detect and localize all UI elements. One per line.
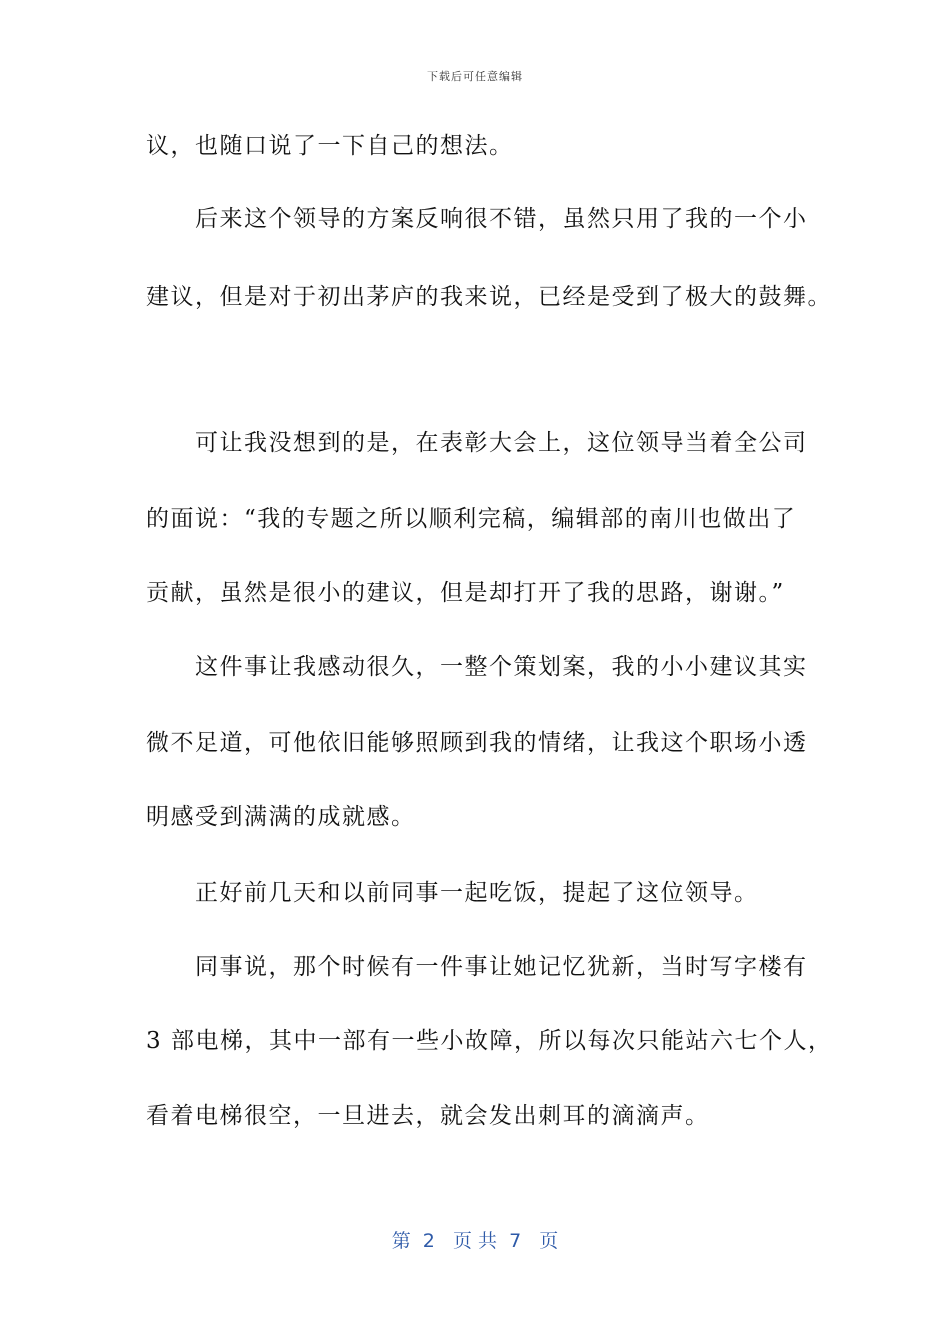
body-line: 同事说，那个时候有一件事让她记忆犹新，当时写字楼有 [146,954,808,980]
page-number-footer: 第 2 页 共 7 页 [391,1230,559,1252]
body-line: 明感受到满满的成就感。 [146,804,416,830]
body-line: 建议，但是对于初出茅庐的我来说，已经是受到了极大的鼓舞。 [146,284,832,310]
body-line: 正好前几天和以前同事一起吃饭，提起了这位领导。 [146,880,759,906]
body-line: 贡献，虽然是很小的建议，但是却打开了我的思路，谢谢。” [146,580,785,606]
body-line: 后来这个领导的方案反响很不错，虽然只用了我的一个小 [146,206,808,232]
body-line: 议，也随口说了一下自己的想法。 [146,133,514,159]
body-line: 的面说：“我的专题之所以顺利完稿，编辑部的南川也做出了 [146,506,797,532]
body-line: 看着电梯很空，一旦进去，就会发出刺耳的滴滴声。 [146,1103,710,1129]
body-line: 可让我没想到的是，在表彰大会上，这位领导当着全公司 [146,430,808,456]
body-line: 3 部电梯，其中一部有一些小故障，所以每次只能站六七个人， [146,1028,833,1054]
body-line: 这件事让我感动很久，一整个策划案，我的小小建议其实 [146,654,808,680]
body-line: 微不足道，可他依旧能够照顾到我的情绪，让我这个职场小透 [146,730,808,756]
header-note: 下载后可任意编辑 [427,70,523,83]
